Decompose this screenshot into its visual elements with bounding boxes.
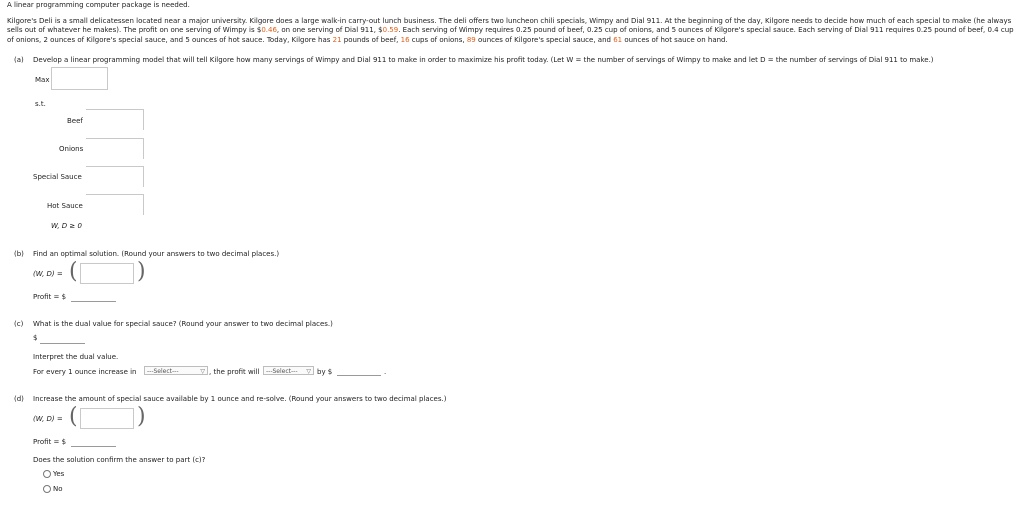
interpret-period: . bbox=[384, 368, 387, 376]
part-d-right-paren: ) bbox=[137, 404, 146, 429]
st-label: s.t. bbox=[35, 100, 46, 108]
part-d-wd-label: (W, D) = bbox=[33, 415, 63, 423]
chevron-down-icon: ▽ bbox=[306, 368, 311, 375]
part-c-label: (c) bbox=[14, 320, 24, 328]
part-d-label: (d) bbox=[14, 395, 24, 403]
constraint-input-onions[interactable] bbox=[86, 138, 144, 159]
part-b-wd-label: (W, D) = bbox=[33, 270, 63, 278]
dual-amount-input[interactable] bbox=[337, 375, 381, 376]
part-c-dollar: $ bbox=[33, 334, 38, 342]
part-a-question: Develop a linear programming model that will tell Kilgore how many servings of Wimpy and Dial 911 to make in order to maximize his profit today. (Let W = the number of servings of Wimpy to make and let D = the number of servings of Dial 911 to make.) bbox=[33, 56, 934, 64]
part-c-question: What is the dual value for special sauce? (Round your answer to two decimal places.) bbox=[33, 320, 333, 328]
part-a-label: (a) bbox=[14, 56, 24, 64]
interpret-label: Interpret the dual value. bbox=[33, 353, 119, 361]
part-b-wd-input[interactable] bbox=[80, 263, 134, 284]
radio-no-label: No bbox=[53, 485, 63, 493]
radio-no[interactable] bbox=[43, 485, 51, 493]
part-b-label: (b) bbox=[14, 250, 24, 258]
radio-yes-label: Yes bbox=[53, 470, 65, 478]
profit-wimpy-value: 0.46 bbox=[261, 26, 277, 35]
constraint-input-beef[interactable] bbox=[86, 109, 144, 130]
part-b-profit-label: Profit = $ bbox=[33, 293, 67, 301]
max-label: Max bbox=[35, 76, 50, 84]
constraint-label-hot-sauce: Hot Sauce bbox=[47, 202, 83, 210]
dual-value-input[interactable] bbox=[40, 343, 85, 344]
constraint-input-hot-sauce[interactable] bbox=[86, 194, 144, 215]
hot-sauce-value: 61 bbox=[613, 35, 623, 44]
direction-select[interactable]: ---Select--- ▽ bbox=[263, 366, 314, 375]
part-d-profit-input[interactable] bbox=[71, 446, 116, 447]
part-d-profit-label: Profit = $ bbox=[33, 438, 67, 446]
beef-value: 21 bbox=[332, 35, 342, 44]
interpret-sentence-mid: , the profit will bbox=[209, 368, 260, 376]
constraint-label-beef: Beef bbox=[67, 117, 83, 125]
resource-select[interactable]: ---Select--- ▽ bbox=[144, 366, 208, 375]
part-b-right-paren: ) bbox=[137, 259, 146, 284]
part-b-profit-input[interactable] bbox=[71, 301, 116, 302]
constraint-label-onions: Onions bbox=[59, 145, 84, 153]
part-d-wd-input[interactable] bbox=[80, 408, 134, 429]
constraint-input-special-sauce[interactable] bbox=[86, 166, 144, 187]
part-b-left-paren: ( bbox=[69, 259, 78, 284]
sauce-value: 89 bbox=[466, 35, 476, 44]
chevron-down-icon: ▽ bbox=[200, 368, 205, 375]
problem-intro: Kilgore's Deli is a small delicatessen located near a major university. Kilgore does a large walk-in carry-out lunch business. The deli offers two luncheon chili specials, Wimpy and Dial 911. At the beginning of the day, Kilgore needs to decide how much of each special to make (he always sells out of whatever he makes). The profit on one serving of Wimpy is $0.46, on one serving of Dial 911, $0.59. Each serving of Wimpy requires 0.25 pound of beef, 0.25 cup of onions, and 5 ounces of Kilgore's special sauce. Each serving of Dial 911 requires 0.25 pound of beef, 0.4 cup of onions, 2 ounces of Kilgore's special sauce, and 5 ounces of hot sauce. Today, Kilgore has 21 pounds of beef, 16 cups of onions, 89 ounces of Kilgore's special sauce, and 61 ounces of hot sauce on hand. bbox=[7, 17, 1014, 44]
header-note: A linear programming computer package is needed. bbox=[7, 1, 190, 9]
onions-value: 16 bbox=[400, 35, 410, 44]
interpret-sentence-start: For every 1 ounce increase in bbox=[33, 368, 137, 376]
radio-yes[interactable] bbox=[43, 470, 51, 478]
constraint-label-special-sauce: Special Sauce bbox=[33, 173, 82, 181]
part-d-question: Increase the amount of special sauce available by 1 ounce and re-solve. (Round your answers to two decimal places.) bbox=[33, 395, 447, 403]
interpret-sentence-end: by $ bbox=[317, 368, 333, 376]
part-d-left-paren: ( bbox=[69, 404, 78, 429]
objective-input[interactable] bbox=[51, 67, 108, 90]
profit-dial-value: 0.59 bbox=[382, 26, 399, 35]
nonnegativity-label: W, D ≥ 0 bbox=[51, 222, 82, 230]
part-b-question: Find an optimal solution. (Round your answers to two decimal places.) bbox=[33, 250, 280, 258]
confirm-question: Does the solution confirm the answer to part (c)? bbox=[33, 456, 206, 464]
